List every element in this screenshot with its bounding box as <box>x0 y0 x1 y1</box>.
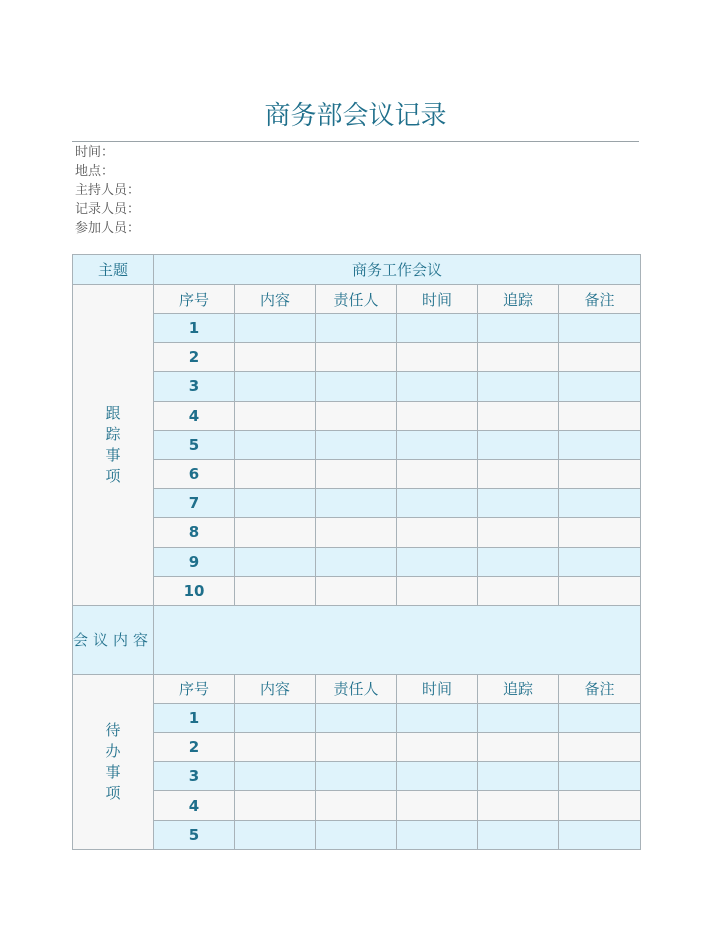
tracking-items-label-char: 事 <box>105 445 121 464</box>
table-cell[interactable] <box>316 762 397 791</box>
table-cell[interactable] <box>397 372 478 401</box>
table-cell[interactable] <box>235 791 316 820</box>
table-cell[interactable] <box>397 430 478 459</box>
todo-items-label-char: 办 <box>105 741 121 760</box>
table-cell[interactable] <box>235 820 316 849</box>
tracking-items-label-char: 跟 <box>105 403 121 422</box>
topic-label: 主题 <box>73 255 154 285</box>
table-cell[interactable] <box>397 489 478 518</box>
table-cell[interactable] <box>397 820 478 849</box>
table-cell[interactable] <box>235 576 316 605</box>
table-cell[interactable] <box>478 518 559 547</box>
table-cell[interactable] <box>559 791 641 820</box>
row-number: 7 <box>154 489 235 518</box>
table-cell[interactable] <box>316 343 397 372</box>
meeting-meta <box>75 143 140 238</box>
table-cell[interactable] <box>316 372 397 401</box>
page-title: 商务部会议记录 <box>264 101 447 131</box>
table-cell[interactable] <box>478 343 559 372</box>
table-cell[interactable] <box>316 703 397 732</box>
table-cell[interactable] <box>478 733 559 762</box>
table-cell[interactable] <box>316 547 397 576</box>
table-cell[interactable] <box>559 762 641 791</box>
table-row <box>73 372 641 401</box>
table-cell[interactable] <box>478 459 559 488</box>
column-header: 责任人 <box>316 285 397 314</box>
topic-value[interactable]: 商务工作会议 <box>154 255 641 285</box>
row-number: 5 <box>154 820 235 849</box>
table-row <box>73 518 641 547</box>
table-row <box>73 343 641 372</box>
table-row <box>73 703 641 732</box>
meta-place-label: 地点： <box>75 164 115 179</box>
table-cell[interactable] <box>559 820 641 849</box>
table-row <box>73 576 641 605</box>
table-row <box>73 459 641 488</box>
column-header: 序号 <box>154 674 235 703</box>
meta-attendees-label: 参加人员： <box>75 221 141 236</box>
meta-time-label: 时间： <box>75 145 115 160</box>
table-cell[interactable] <box>397 547 478 576</box>
table-cell[interactable] <box>235 489 316 518</box>
table-cell[interactable] <box>235 314 316 343</box>
meeting-content-row <box>73 605 641 674</box>
row-number: 9 <box>154 547 235 576</box>
column-header: 追踪 <box>478 674 559 703</box>
table-cell[interactable] <box>235 343 316 372</box>
table-cell[interactable] <box>316 576 397 605</box>
meeting-content-label: 会议内容 <box>73 605 154 674</box>
table-cell[interactable] <box>478 762 559 791</box>
table-cell[interactable] <box>235 733 316 762</box>
table-cell[interactable] <box>316 791 397 820</box>
table-cell[interactable] <box>397 733 478 762</box>
tracking-items-label <box>73 285 154 606</box>
table-row <box>73 314 641 343</box>
table-row <box>73 733 641 762</box>
row-number: 4 <box>154 401 235 430</box>
table-cell[interactable] <box>235 459 316 488</box>
table-cell[interactable] <box>316 459 397 488</box>
table-cell[interactable] <box>235 401 316 430</box>
table-cell[interactable] <box>316 314 397 343</box>
meta-host-label: 主持人员： <box>75 183 141 198</box>
row-number: 3 <box>154 762 235 791</box>
table-cell[interactable] <box>559 459 641 488</box>
table-cell[interactable] <box>478 703 559 732</box>
row-number: 8 <box>154 518 235 547</box>
row-number: 3 <box>154 372 235 401</box>
table-cell[interactable] <box>478 372 559 401</box>
meta-recorder-label: 记录人员： <box>75 202 141 217</box>
row-number: 1 <box>154 703 235 732</box>
column-header: 内容 <box>235 674 316 703</box>
tracking-items-label-char: 项 <box>105 466 121 485</box>
table-cell[interactable] <box>559 547 641 576</box>
todo-items-label-char: 待 <box>105 720 121 739</box>
table-cell[interactable] <box>559 576 641 605</box>
table-cell[interactable] <box>559 733 641 762</box>
table-row <box>73 430 641 459</box>
table-cell[interactable] <box>559 314 641 343</box>
table-cell[interactable] <box>478 547 559 576</box>
column-header: 责任人 <box>316 674 397 703</box>
table-cell[interactable] <box>478 576 559 605</box>
table-cell[interactable] <box>559 343 641 372</box>
table-cell[interactable] <box>397 459 478 488</box>
table-row <box>73 820 641 849</box>
table-cell[interactable] <box>478 401 559 430</box>
table-cell[interactable] <box>559 489 641 518</box>
column-header: 备注 <box>559 285 641 314</box>
meeting-content-field[interactable] <box>154 605 641 674</box>
column-header: 备注 <box>559 674 641 703</box>
table-cell[interactable] <box>478 430 559 459</box>
column-header: 内容 <box>235 285 316 314</box>
todo-items-label-char: 事 <box>105 762 121 781</box>
table-cell[interactable] <box>235 547 316 576</box>
row-number: 6 <box>154 459 235 488</box>
table-cell[interactable] <box>397 401 478 430</box>
table-cell[interactable] <box>235 703 316 732</box>
table-cell[interactable] <box>478 489 559 518</box>
table-cell[interactable] <box>397 576 478 605</box>
tracking-items-header-row <box>73 285 641 314</box>
table-cell[interactable] <box>559 518 641 547</box>
table-row <box>73 547 641 576</box>
row-number: 2 <box>154 733 235 762</box>
table-cell[interactable] <box>316 430 397 459</box>
table-cell[interactable] <box>235 430 316 459</box>
table-cell[interactable] <box>397 518 478 547</box>
table-row <box>73 401 641 430</box>
table-cell[interactable] <box>478 820 559 849</box>
table-cell[interactable] <box>397 703 478 732</box>
table-cell[interactable] <box>316 820 397 849</box>
table-cell[interactable] <box>478 791 559 820</box>
row-number: 2 <box>154 343 235 372</box>
row-number: 1 <box>154 314 235 343</box>
table-cell[interactable] <box>235 762 316 791</box>
table-cell[interactable] <box>397 762 478 791</box>
todo-items-header-row <box>73 674 641 703</box>
title-divider <box>72 141 639 142</box>
todo-items-label-char: 项 <box>105 783 121 802</box>
table-cell[interactable] <box>316 518 397 547</box>
table-cell[interactable] <box>235 518 316 547</box>
row-number: 10 <box>154 576 235 605</box>
table-cell[interactable] <box>397 314 478 343</box>
column-header: 序号 <box>154 285 235 314</box>
table-row <box>73 762 641 791</box>
column-header: 追踪 <box>478 285 559 314</box>
table-cell[interactable] <box>559 703 641 732</box>
table-cell[interactable] <box>559 430 641 459</box>
table-cell[interactable] <box>559 401 641 430</box>
table-cell[interactable] <box>316 489 397 518</box>
column-header: 时间 <box>397 285 478 314</box>
table-cell[interactable] <box>316 733 397 762</box>
row-number: 5 <box>154 430 235 459</box>
column-header: 时间 <box>397 674 478 703</box>
table-cell[interactable] <box>235 372 316 401</box>
tracking-items-label-char: 踪 <box>105 424 121 443</box>
table-cell[interactable] <box>397 791 478 820</box>
table-row <box>73 489 641 518</box>
table-cell[interactable] <box>316 401 397 430</box>
table-cell[interactable] <box>397 343 478 372</box>
table-cell[interactable] <box>559 372 641 401</box>
meeting-record-table <box>72 254 641 850</box>
table-row <box>73 791 641 820</box>
row-number: 4 <box>154 791 235 820</box>
todo-items-label <box>73 674 154 849</box>
table-cell[interactable] <box>478 314 559 343</box>
topic-row <box>73 255 641 285</box>
